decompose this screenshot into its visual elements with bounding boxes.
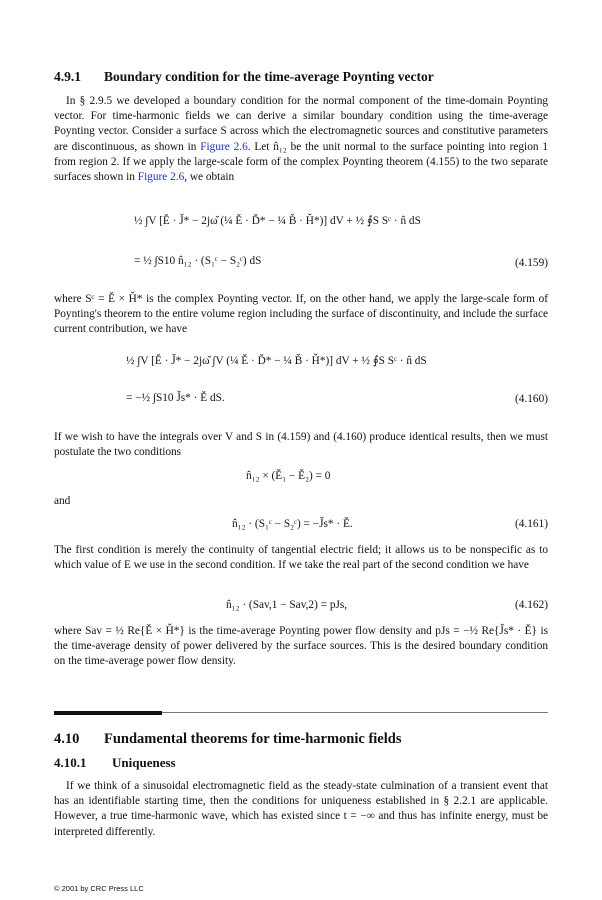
section-number: 4.9.1 (54, 69, 81, 84)
paragraph-postulate (54, 430, 548, 460)
section-heading-4-9-1 (54, 69, 434, 85)
copyright-footer: © 2001 by CRC Press LLC (54, 884, 144, 893)
paragraph-text: If we wish to have the integrals over V and S in (4.159) and (4.160) produce identical results, then we must postulate the two conditions (54, 431, 548, 459)
figure-link[interactable]: Figure 2.6 (137, 171, 185, 184)
paragraph-text: and (54, 495, 71, 507)
figure-link[interactable]: Figure 2.6 (200, 140, 248, 153)
section-heading-4-10 (54, 731, 401, 748)
equation-number: (4.159) (515, 257, 548, 269)
equation-4-162: n̂₁₂ · (Sav,1 − Sav,2) = pJs, (226, 599, 348, 611)
equation-4-160-line1: ½ ∫V [Ě · J̌* − 2jω̌ ∫V (¼ Ě · Ď* − ¼ B̌ · Ȟ*)] dV + ½ ∮S Sᶜ · n̂ dS (126, 355, 427, 367)
equation-4-160-line2: = −½ ∫S10 J̌s* · Ě dS. (126, 392, 225, 404)
section-title: Boundary condition for the time-average Poynting vector (104, 69, 434, 84)
equation-number: (4.161) (515, 518, 548, 530)
paragraph-text: where Sᶜ = Ě × Ȟ* is the complex Poynting vector. If, on the other hand, we apply the large-scale form of Poynting's theorem to the entire volume region including the surface of discontinuity, and include the surface current contribution, we have (54, 293, 548, 336)
paragraph-complex-poynting (54, 292, 548, 338)
paragraph-text: If we think of a sinusoidal electromagnetic field as the steady-state culmination of a transient event that has an identifiable starting time, then the conditions for uniqueness established in § 2.2.1 are applicable. However, a true time-harmonic wave, which has existed since t = −∞ and thus has infinite energy, must be interpreted differently. (54, 780, 548, 838)
section-title: Uniqueness (112, 755, 176, 770)
paragraph-intro (54, 94, 548, 185)
section-number: 4.10 (54, 731, 80, 747)
section-heading-4-10-1 (54, 755, 176, 771)
equation-4-161: n̂₁₂ · (S₁ᶜ − S₂ᶜ) = −J̌s* · Ě. (232, 518, 353, 530)
section-title: Fundamental theorems for time-harmonic fields (104, 731, 402, 747)
equation-4-159-line1: ½ ∫V [Ě · J̌* − 2jω̌ (¼ Ě · Ď* − ¼ B̌ · Ȟ*)] dV + ½ ∮S Sᶜ · n̂ dS (134, 215, 421, 227)
paragraph-text: In § 2.9.5 we developed a boundary condition for the normal component of the time-domain Poynting vector. For time-harmonic fields we can derive a similar boundary condition using the time-average Poynting vector. Consider a surface S across which the electromagnetic sources and constitutive parameters are discontinuous, as shown in (54, 95, 548, 153)
equation-condition-1: n̂₁₂ × (Ě₁ − Ě₂) = 0 (246, 470, 331, 482)
equation-number: (4.162) (515, 599, 548, 611)
word-and (54, 494, 548, 509)
section-number: 4.10.1 (54, 755, 87, 770)
equation-4-159-line2: = ½ ∫S10 n̂₁₂ · (S₁ᶜ − S₂ᶜ) dS (134, 255, 262, 267)
section-divider-accent (54, 711, 162, 715)
paragraph-text: , we obtain (184, 171, 235, 184)
equation-number: (4.160) (515, 393, 548, 405)
paragraph-text: The first condition is merely the continuity of tangential electric field; it allows us to be nonspecific as to which value of E we use in the second condition. If we take the real part of the second condition we have (54, 544, 548, 572)
paragraph-continuity (54, 543, 548, 573)
paragraph-text: . Let n̂₁₂ be the unit normal to the surface pointing into region 1 from region 2. If we apply the large-scale form of the complex Poynting theorem (4.155) to the two separate surfaces shown in (54, 140, 548, 184)
paragraph-uniqueness (54, 779, 548, 840)
paragraph-time-average (54, 624, 548, 670)
paragraph-text: where Sav = ½ Re{Ě × Ȟ*} is the time-average Poynting power flow density and pJs = −½ Re{J̌s* · Ě} is the time-average density of power delivered by the surface sources. This is the desired boundary condition on the time-average power flow density. (54, 625, 548, 668)
